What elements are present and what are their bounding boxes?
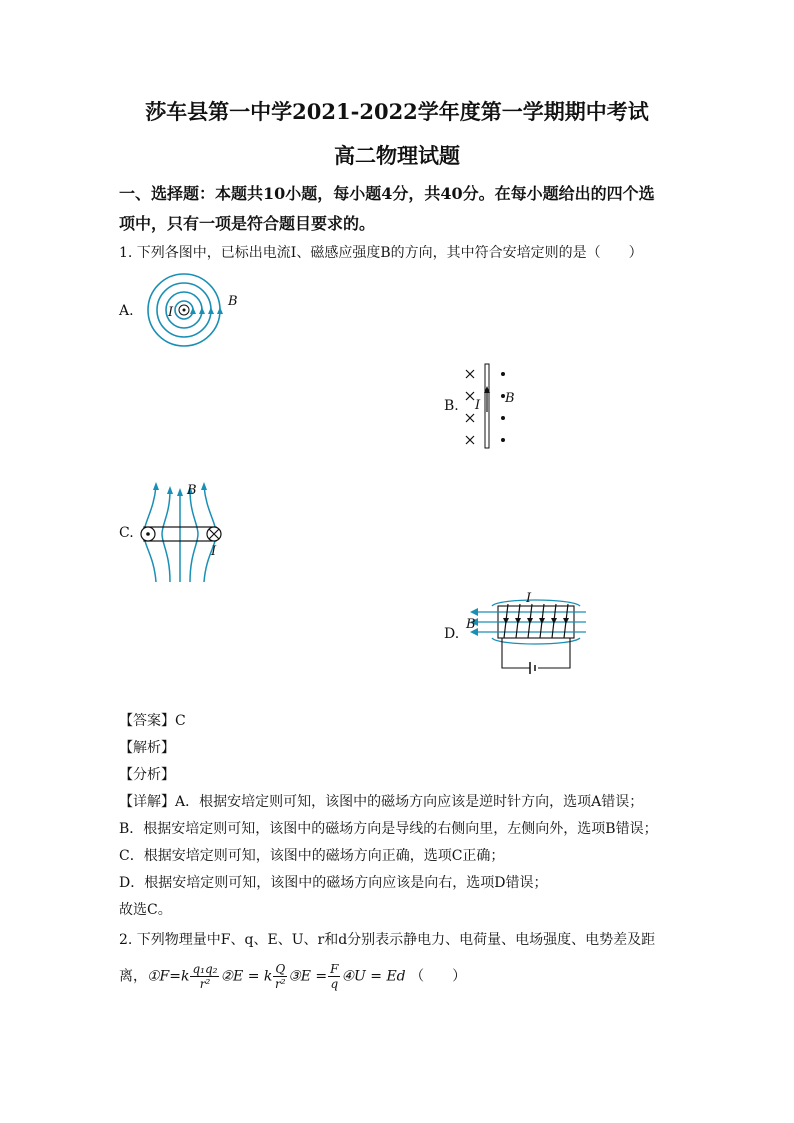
question-1-stem: 1. 下列各图中，已标出电流I、磁感应强度B的方向，其中符合安培定则的是（ ） xyxy=(119,245,643,261)
formula-2-fraction xyxy=(273,962,287,991)
figure-b-field-label: B xyxy=(505,391,515,406)
detail-line-4: D．根据安培定则可知，该图中的磁场方向应该是向右，选项D错误； xyxy=(119,875,548,891)
option-c-label: C. xyxy=(119,525,134,541)
figure-d-current-label: I xyxy=(526,591,532,606)
option-a-label: A. xyxy=(119,303,134,319)
exam-title: 莎车县第一中学2021-2022学年度第一学期期中考试 xyxy=(145,99,649,124)
figure-a-field-label: B xyxy=(228,294,238,309)
figure-c-field-label: B xyxy=(187,483,197,498)
option-b-label: B. xyxy=(444,398,459,414)
detail-line-2: B．根据安培定则可知，该图中的磁场方向是导线的右侧向里，左侧向外，选项B错误； xyxy=(119,821,658,837)
detail-line-3: C．根据安培定则可知，该图中的磁场方向正确，选项C正确； xyxy=(119,848,505,864)
section-heading-line2: 项中，只有一项是符合题目要求的。 xyxy=(119,214,376,233)
option-d-label: D. xyxy=(444,626,460,642)
formula-3-fraction xyxy=(328,962,340,991)
figure-b-straight-wire xyxy=(462,362,522,450)
formula-3-numerator: F xyxy=(330,962,339,976)
figure-d-solenoid xyxy=(462,590,590,678)
formula-prefix: 离， xyxy=(119,968,147,985)
formula-1-lead: ①F=k xyxy=(147,968,190,985)
formula-1-denominator: r² xyxy=(199,977,211,991)
formula-3-denominator: q xyxy=(330,977,339,991)
answer-line: 【答案】C xyxy=(119,713,186,729)
figure-c-current-label: I xyxy=(211,544,217,559)
analysis-heading: 【解析】 xyxy=(119,740,175,756)
figure-a-current-label: I xyxy=(168,305,174,320)
question-2-formulas xyxy=(119,962,466,991)
formula-2-lead: ②E = k xyxy=(220,968,273,985)
figure-b-current-label: I xyxy=(475,398,481,413)
answer-blank: （ ） xyxy=(410,968,467,985)
exam-subtitle: 高二物理试题 xyxy=(334,143,460,168)
figure-c-loop-field xyxy=(140,482,250,586)
question-2-stem: 2. 下列物理量中F、q、E、U、r和d分别表示静电力、电荷量、电场强度、电势差及距 xyxy=(119,932,656,948)
formula-1-numerator: q₁q₂ xyxy=(192,962,218,976)
figure-d-field-label: B xyxy=(466,617,476,632)
formula-2-numerator: Q xyxy=(275,962,286,976)
section-heading-line1: 一、选择题：本题共10小题，每小题4分，共40分。在每小题给出的四个选 xyxy=(119,184,655,203)
detail-line-1: 【详解】A．根据安培定则可知，该图中的磁场方向应该是逆时针方向，选项A错误； xyxy=(119,794,644,810)
formula-2-denominator: r² xyxy=(275,977,286,991)
formula-4: ④U = Ed xyxy=(341,968,406,985)
detail-conclusion: 故选C。 xyxy=(119,902,172,918)
formula-1-fraction xyxy=(190,962,219,991)
formula-3-lead: ③E = xyxy=(288,968,328,985)
fenxi-heading: 【分析】 xyxy=(119,767,175,783)
figure-a-concentric-field xyxy=(140,272,250,352)
